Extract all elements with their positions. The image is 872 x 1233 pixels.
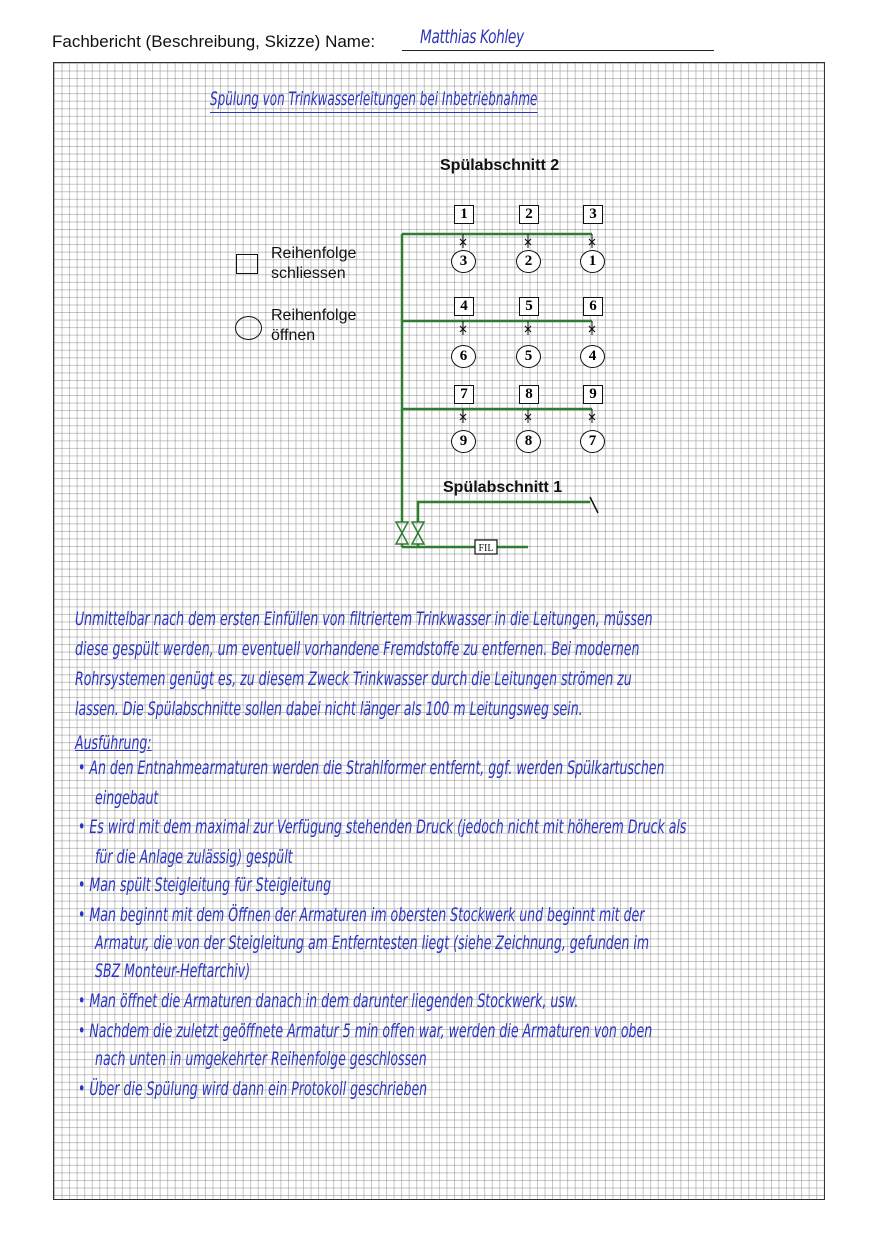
riser-pipe-section-1 <box>418 502 590 522</box>
filter-label: FIL <box>478 543 494 554</box>
close-order-box: 2 <box>519 205 539 224</box>
execution-line: nach unten in umgekehrter Reihenfolge geschlossen <box>95 1048 427 1070</box>
execution-line: • Man spült Steigleitung für Steigleitung <box>78 874 332 896</box>
execution-line: • Es wird mit dem maximal zur Verfügung stehenden Druck (jedoch nicht mit höherem Druck als <box>78 816 687 838</box>
open-order-circle: 3 <box>451 250 476 273</box>
close-order-box: 8 <box>519 385 539 404</box>
section-2-label: Spülabschnitt 2 <box>440 157 560 174</box>
execution-line: Armatur, die von der Steigleitung am Entferntesten liegt (siehe Zeichnung, gefunden im <box>95 932 650 954</box>
open-order-circle: 9 <box>451 430 476 453</box>
intro-line: Unmittelbar nach dem ersten Einfüllen von filtriertem Trinkwasser in die Leitungen, müssen <box>75 608 653 630</box>
close-order-box: 6 <box>583 297 603 316</box>
close-order-box: 1 <box>454 205 474 224</box>
author-name: Matthias Kohley <box>420 26 524 48</box>
execution-line: für die Anlage zulässig) gespült <box>95 846 293 868</box>
document-title: Spülung von Trinkwasserleitungen bei Inbetriebnahme <box>210 88 537 113</box>
intro-line: lassen. Die Spülabschnitte sollen dabei nicht länger als 100 m Leitungsweg sein. <box>75 698 583 720</box>
open-order-circle: 5 <box>516 345 541 368</box>
execution-line: SBZ Monteur-Heftarchiv) <box>95 960 251 982</box>
execution-heading: Ausführung: <box>75 732 152 754</box>
close-order-box: 7 <box>454 385 474 404</box>
execution-line: • Man öffnet die Armaturen danach in dem darunter liegenden Stockwerk, usw. <box>78 990 579 1012</box>
legend-close-line2: schliessen <box>271 265 346 282</box>
legend-open-line1: Reihenfolge <box>271 307 357 324</box>
close-order-box: 9 <box>583 385 603 404</box>
execution-line: • Man beginnt mit dem Öffnen der Armaturen im obersten Stockwerk und beginnt mit der <box>78 904 645 926</box>
open-order-circle: 2 <box>516 250 541 273</box>
open-order-circle: 8 <box>516 430 541 453</box>
open-order-circle: 7 <box>580 430 605 453</box>
execution-line: • Nachdem die zuletzt geöffnete Armatur 5 min offen war, werden die Armaturen von oben <box>78 1020 653 1042</box>
section-1-label: Spülabschnitt 1 <box>443 479 563 496</box>
legend-close-line1: Reihenfolge <box>271 245 357 262</box>
outlet-icon <box>590 497 598 513</box>
intro-line: diese gespült werden, um eventuell vorhandene Fremdstoffe zu entfernen. Bei modernen <box>75 638 640 660</box>
shutoff-valve-icon <box>396 522 408 544</box>
intro-line: Rohrsystemen genügt es, zu diesem Zweck Trinkwasser durch die Leitungen strömen zu <box>75 668 632 690</box>
open-order-circle: 1 <box>580 250 605 273</box>
execution-line: • Über die Spülung wird dann ein Protokoll geschrieben <box>78 1078 428 1100</box>
open-order-circle: 4 <box>580 345 605 368</box>
execution-line: eingebaut <box>95 787 159 809</box>
form-header-label: Fachbericht (Beschreibung, Skizze) Name: <box>52 32 376 51</box>
open-order-circle: 6 <box>451 345 476 368</box>
close-order-box: 3 <box>583 205 603 224</box>
shutoff-valve-icon <box>412 522 424 544</box>
execution-line: • An den Entnahmearmaturen werden die Strahlformer entfernt, ggf. werden Spülkartuschen <box>78 757 665 779</box>
legend-open-line2: öffnen <box>271 327 316 344</box>
close-order-box: 4 <box>454 297 474 316</box>
close-order-box: 5 <box>519 297 539 316</box>
